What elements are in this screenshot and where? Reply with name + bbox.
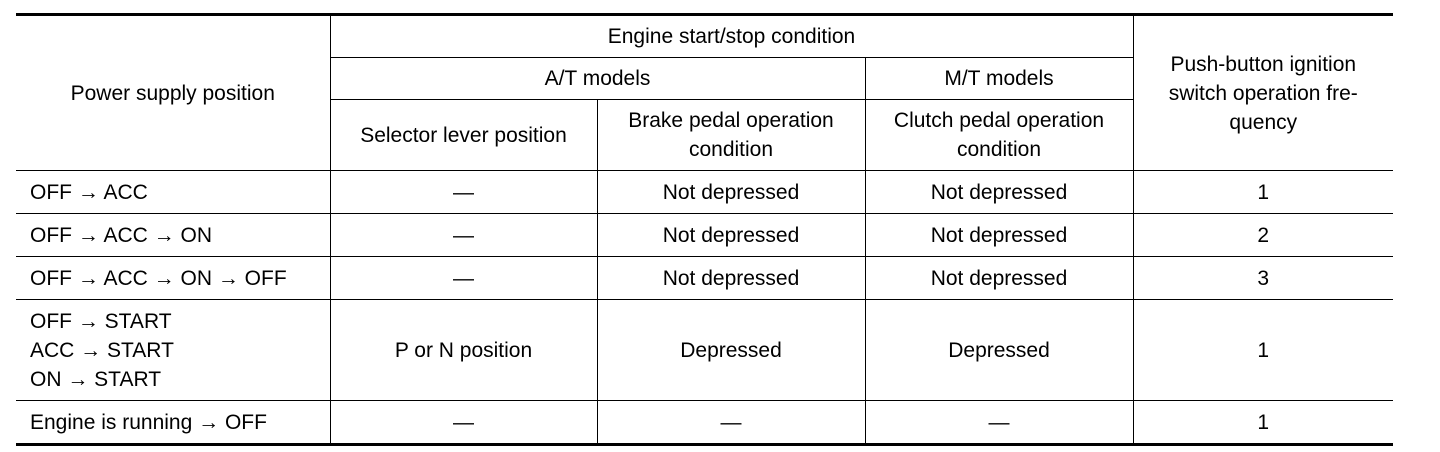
cell-selector-lever: P or N position (330, 300, 597, 401)
header-brake-pedal-condition (597, 100, 865, 171)
cell-frequency: 3 (1133, 257, 1393, 300)
header-line: quency (1229, 110, 1298, 134)
cell-selector-lever: — (330, 171, 597, 214)
ignition-operation-table (16, 13, 1393, 446)
header-line: Clutch pedal operation (893, 109, 1105, 132)
header-power-supply-position: Power supply position (16, 15, 330, 171)
cell-selector-lever: — (330, 257, 597, 300)
cell-frequency: 1 (1133, 171, 1393, 214)
header-line: condition (688, 138, 774, 161)
cell-brake-pedal: Not depressed (597, 257, 865, 300)
cell-frequency: 1 (1133, 401, 1393, 445)
header-engine-condition: Engine start/stop condition (330, 15, 1133, 58)
cell-clutch-pedal: — (865, 401, 1133, 445)
header-line: condition (956, 138, 1042, 161)
header-at-models: A/T models (330, 58, 865, 100)
cell-power-supply: OFF → START ACC → START ON → START (16, 300, 330, 401)
cell-clutch-pedal: Depressed (865, 300, 1133, 401)
cell-power-supply: OFF → ACC → ON → OFF (16, 257, 330, 300)
cell-clutch-pedal: Not depressed (865, 171, 1133, 214)
cell-brake-pedal: Not depressed (597, 214, 865, 257)
cell-brake-pedal: — (597, 401, 865, 445)
cell-brake-pedal: Not depressed (597, 171, 865, 214)
table-row (16, 257, 1393, 300)
cell-frequency: 2 (1133, 214, 1393, 257)
table-row (16, 171, 1393, 214)
cell-selector-lever: — (330, 401, 597, 445)
cell-selector-lever: — (330, 214, 597, 257)
header-line: Push-button ignition (1170, 52, 1357, 76)
header-line: Brake pedal operation (628, 109, 834, 132)
header-line: switch operation fre- (1168, 81, 1358, 105)
table-row (16, 300, 1393, 401)
cell-frequency: 1 (1133, 300, 1393, 401)
header-clutch-pedal-condition (865, 100, 1133, 171)
cell-power-supply: OFF → ACC → ON (16, 214, 330, 257)
cell-clutch-pedal: Not depressed (865, 214, 1133, 257)
header-push-button-frequency (1133, 15, 1393, 171)
header-mt-models: M/T models (865, 58, 1133, 100)
cell-power-supply: Engine is running → OFF (16, 401, 330, 445)
table-row (16, 401, 1393, 445)
cell-clutch-pedal: Not depressed (865, 257, 1133, 300)
table-row (16, 214, 1393, 257)
header-row-1 (16, 15, 1393, 58)
cell-power-supply: OFF → ACC (16, 171, 330, 214)
cell-brake-pedal: Depressed (597, 300, 865, 401)
header-selector-lever-position: Selector lever position (330, 100, 597, 171)
